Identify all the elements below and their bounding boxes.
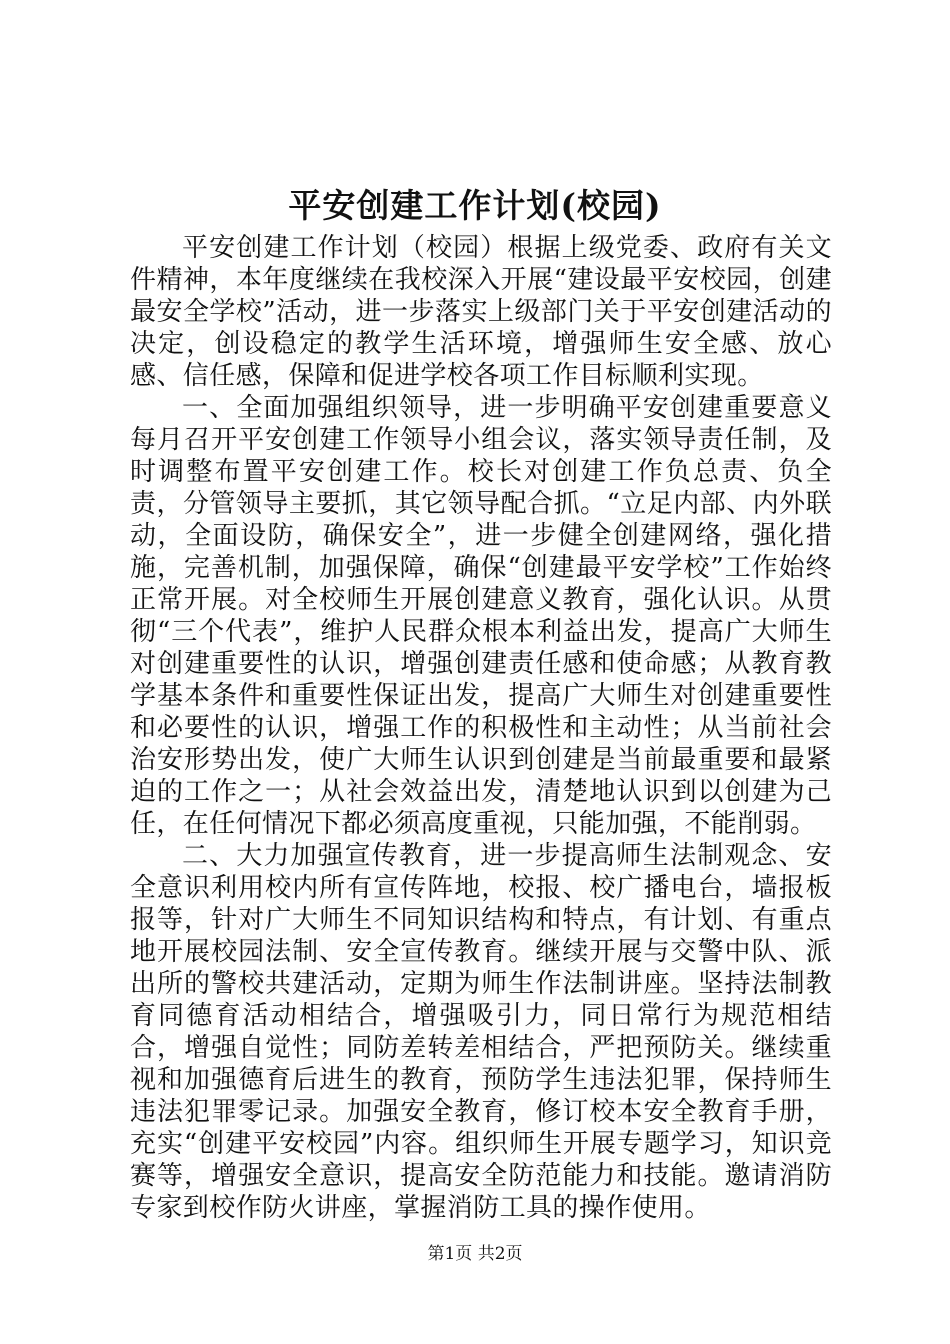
page-number-footer: 第1页 共2页 <box>427 1244 523 1264</box>
paragraph-section-2: 二、大力加强宣传教育，进一步提高师生法制观念、安全意识利用校内所有宣传阵地，校报、校广播电台，墙报板报等，针对广大师生不同知识结构和特点，有计划、有重点地开展校园法制、安全宣传教育。继续开展与交警中队、派出所的警校共建活动，定期为师生作法制讲座。坚持法制教育同德育活动相结合，增强吸引力，同日常行为规范相结合，增强自觉性；同防差转差相结合，严把预防关。继续重视和加强德育后进生的教育，预防学生违法犯罪，保持师生违法犯罪零记录。加强安全教育，修订校本安全教育手册，充实“创建平安校园”内容。组织师生开展专题学习，知识竞赛等，增强安全意识，提高安全防范能力和技能。邀请消防专家到校作防火讲座，掌握消防工具的操作使用。 <box>130 841 832 1223</box>
document-body <box>130 232 832 1224</box>
paragraph-intro: 平安创建工作计划（校园）根据上级党委、政府有关文件精神，本年度继续在我校深入开展“建设最平安校园，创建最安全学校”活动，进一步落实上级部门关于平安创建活动的决定，创设稳定的教学生活环境，增强师生安全感、放心感、信任感，保障和促进学校各项工作目标顺利实现。 <box>130 233 832 391</box>
document-title: 平安创建工作计划(校园) <box>288 186 662 225</box>
paragraph-section-1: 一、全面加强组织领导，进一步明确平安创建重要意义每月召开平安创建工作领导小组会议，落实领导责任制，及时调整布置平安创建工作。校长对创建工作负总责、负全责，分管领导主要抓，其它领导配合抓。“立足内部、内外联动，全面设防，确保安全”，进一步健全创建网络，强化措施，完善机制，加强保障，确保“创建最平安学校”工作始终正常开展。对全校师生开展创建意义教育，强化认识。从贯彻“三个代表”，维护人民群众根本利益出发，提高广大师生对创建重要性的认识，增强创建责任感和使命感；从教育教学基本条件和重要性保证出发，提高广大师生对创建重要性和必要性的认识，增强工作的积极性和主动性；从当前社会治安形势出发，使广大师生认识到创建是当前最重要和最紧迫的工作之一；从社会效益出发，清楚地认识到以创建为己任，在任何情况下都必须高度重视，只能加强，不能削弱。 <box>130 393 832 839</box>
